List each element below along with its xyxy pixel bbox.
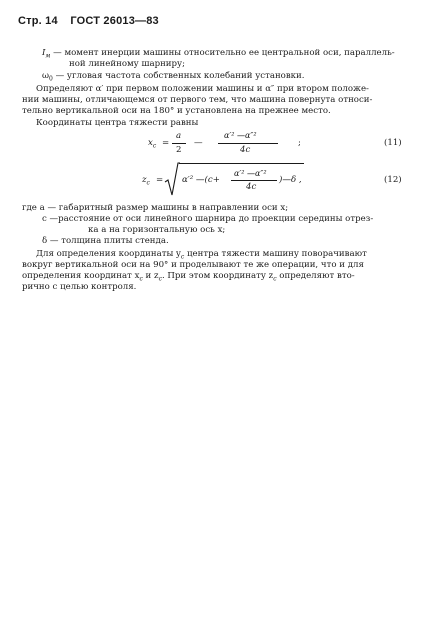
definition-c: c —расстояние от оси линейного шарнира до проекции середины отрез- (42, 214, 374, 224)
eq12-frac-bar (231, 180, 277, 181)
paragraph-1-line-2: нии машины, отличающемся от первого тем, что машина повернута относи- (22, 95, 373, 105)
radical-overline (179, 163, 304, 164)
eq12-lhs: $z_c$ (142, 175, 150, 187)
eq11-numerator: α′² —α″² (224, 131, 257, 140)
eq11-lhs: $x_c$ (148, 138, 157, 150)
paragraph-1-line-3: тельно вертикальной оси на 180° и установлена на прежнее место. (22, 106, 331, 116)
eq11-frac-bar-2 (218, 143, 278, 144)
paragraph-2-line-3: определения координат $x_c$ и $z_c$. При этом координату $z_c$ определяют вто- (22, 271, 355, 283)
definition-angular-frequency: $\omega_0$ — угловая частота собственных колебаний установки. (42, 71, 305, 83)
coordinates-heading: Координаты центра тяжести равны (36, 118, 199, 128)
radical-sign-icon (164, 162, 180, 198)
eq12-numerator: α′² —α″² (234, 169, 267, 178)
definition-c-cont: ка a на горизонтальную ось x; (88, 225, 226, 235)
page-header (18, 15, 159, 27)
eq12-denominator: 4c (246, 182, 257, 192)
standard-number: ГОСТ 26013—83 (70, 15, 159, 27)
eq11-number: (11) (384, 138, 402, 148)
equation-12: $z_c$ = α′² —(c+ α′² —α″² 4c )—δ , (12) (0, 162, 437, 198)
definition-inertia-cont: ной линейному шарниру; (69, 59, 185, 69)
eq11-minus: — (194, 138, 203, 148)
definition-delta: δ — толщина плиты стенда. (42, 236, 169, 246)
paragraph-2-line-2: вокруг вертикальной оси на 90° и проделывают те же операции, что и для (22, 260, 364, 270)
definition-a: где a — габаритный размер машины в направлении оси x; (22, 203, 289, 213)
definition-inertia: $I_м$ — момент инерции машины относительно ее центральной оси, параллель- (42, 48, 395, 60)
eq11-two: 2 (176, 145, 182, 155)
eq12-inner-left: α′² —(c+ (182, 175, 220, 185)
page-number-label: Стр. 14 (18, 15, 58, 27)
eq11-a: a (176, 131, 182, 141)
paragraph-2-line-1: Для определения координаты $y_c$ центра тяжести машину поворачивают (36, 249, 367, 261)
equation-11: $x_c$ = a 2 — α′² —α″² 4c ; (11) (148, 131, 402, 155)
eq11-frac-bar-1 (172, 143, 186, 144)
paragraph-1-line-1: Определяют α′ при первом положении машины и α″ при втором положе- (36, 84, 369, 94)
paragraph-2-line-4: рично с целью контроля. (22, 282, 137, 292)
eq11-denominator: 4c (240, 145, 251, 155)
eq12-number: (12) (384, 175, 402, 185)
eq12-inner-right: )—δ , (279, 175, 302, 185)
